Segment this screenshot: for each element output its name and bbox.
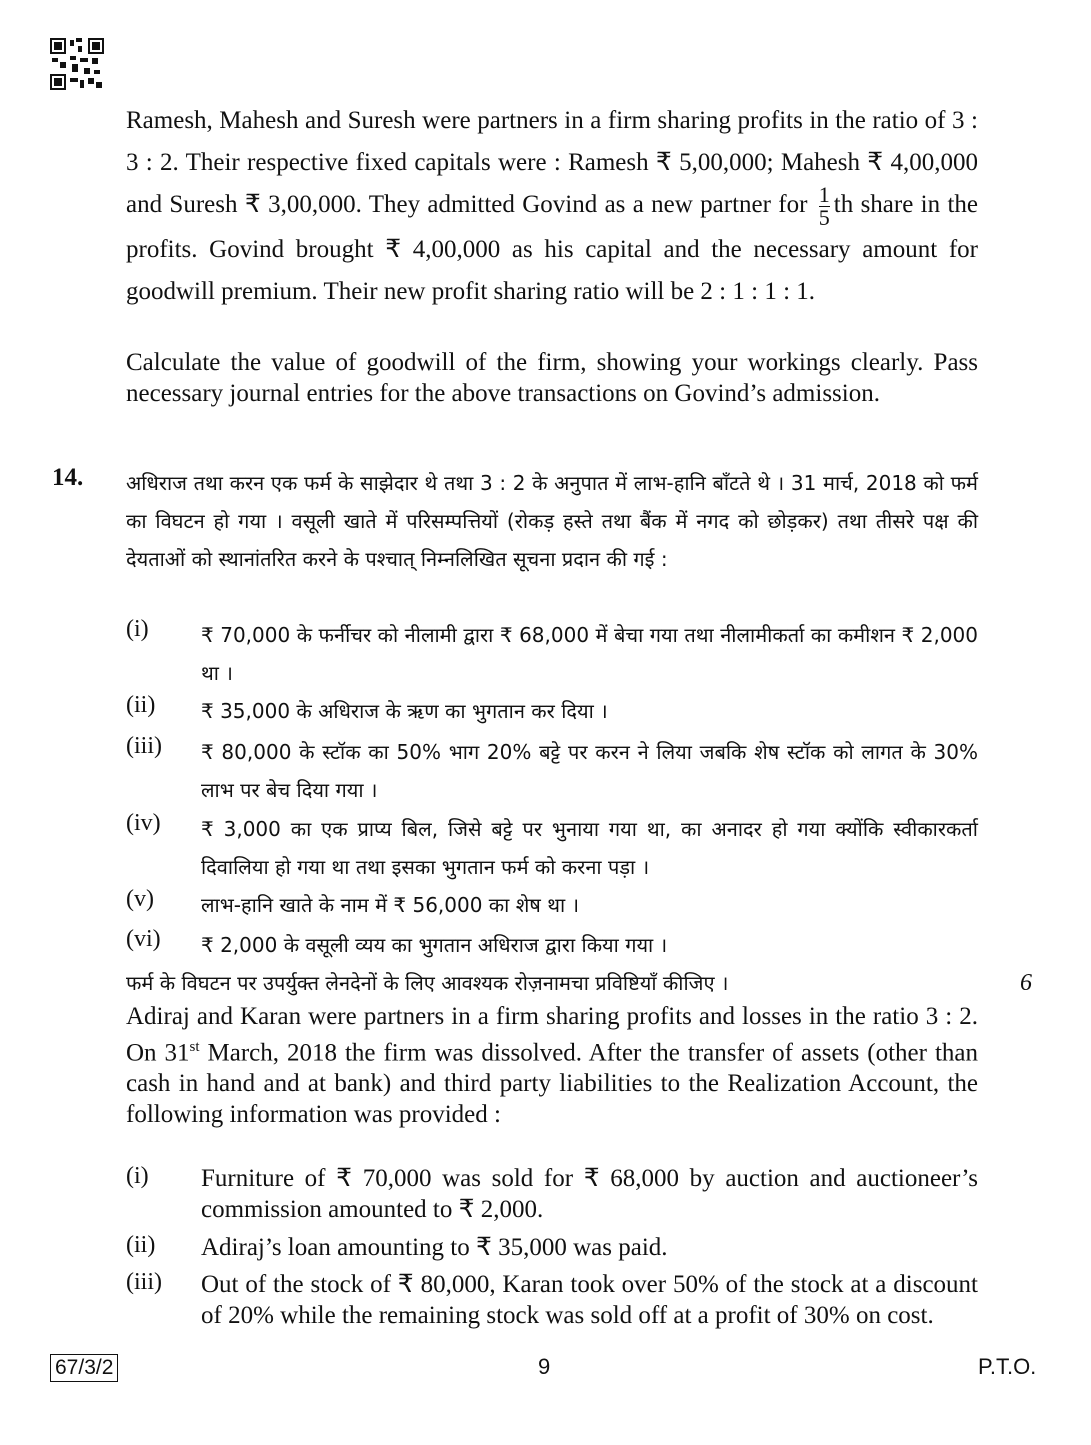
english-intro-superscript: st (189, 1039, 200, 1055)
paper-code: 67/3/2 (50, 1354, 118, 1382)
marks-label: 6 (1020, 970, 1032, 996)
hindi-item-text: ₹ 2,000 के वसूली व्यय का भुगतान अधिराज द्वारा किया गया । (201, 933, 668, 957)
hindi-item-text: ₹ 3,000 का एक प्राप्य बिल, जिसे बट्टे पर भुनाया गया था, का अनादर हो गया क्योंकि स्वीकारकर्ता दिवालिया हो गया था तथा इसका भुगतान फर्म को करना पड़ा । (201, 817, 978, 879)
english-item-text: Furniture of ₹ 70,000 was sold for ₹ 68,000 by auction and auctioneer’s commission amounted to ₹ 2,000. (201, 1165, 978, 1223)
q13-text-part2: th share in the profits. Govind brought ₹ 4,00,000 as his capital and the necessary amount for goodwill premium. Their new profit sharing ratio will be 2 : 1 : 1 : 1. (126, 191, 978, 305)
english-item-text: Out of the stock of ₹ 80,000, Karan took over 50% of the stock at a discount of 20% while the remaining stock was sold off at a profit of 30% on cost. (201, 1271, 978, 1329)
english-item-number: (iii) (126, 1269, 162, 1295)
qr-code-icon (50, 38, 104, 90)
hindi-item-number: (ii) (126, 692, 156, 718)
english-item-text: Adiraj’s loan amounting to ₹ 35,000 was paid. (201, 1234, 668, 1261)
hindi-item-number: (i) (126, 616, 149, 642)
hindi-item-number: (iii) (126, 733, 162, 759)
q13-text-part1: Ramesh, Mahesh and Suresh were partners in a firm sharing profits in the ratio of 3 : 3 : 2. Their respective fixed capitals were : Ramesh ₹ 5,00,000; Mahesh ₹ 4,00,000 and Suresh ₹ 3,00,000. They admitted Govind as a new partner for (126, 107, 978, 219)
q14-english-intro (126, 1001, 978, 1130)
english-item-number: (ii) (126, 1232, 156, 1258)
fraction-numerator: 1 (818, 182, 830, 207)
q14-hindi-instruction: फर्म के विघटन पर उपर्युक्त लेनदेनों के लिए आवश्यक रोज़नामचा प्रविष्टियाँ कीजिए । (126, 971, 729, 995)
fraction-denominator: 5 (818, 205, 830, 230)
hindi-item-text: ₹ 35,000 के अधिराज के ऋण का भुगतान कर दिया । (201, 699, 608, 723)
hindi-item-text: ₹ 70,000 के फर्नीचर को नीलामी द्वारा ₹ 68,000 में बेचा गया तथा नीलामीकर्ता का कमीशन ₹ 2,000 था । (201, 623, 978, 685)
hindi-item-number: (v) (126, 886, 154, 912)
q13-statement (126, 100, 978, 313)
please-turn-over: P.T.O. (978, 1354, 1037, 1379)
q13-calculation-instruction: Calculate the value of goodwill of the firm, showing your workings clearly. Pass necessary journal entries for the above transactions on Govind’s admission. (126, 349, 978, 407)
english-intro-part-a: Adiraj and Karan were partners in a firm sharing profits and losses in the ratio 3 : 2. On 31 (126, 1003, 978, 1067)
hindi-item-text: लाभ-हानि खाते के नाम में ₹ 56,000 का शेष था । (201, 893, 580, 917)
english-intro-part-b: March, 2018 the firm was dissolved. After the transfer of assets (other than cash in hand and at bank) and third party liabilities to the Realization Account, the following information was provided : (126, 1039, 978, 1129)
page-number: 9 (538, 1354, 551, 1379)
hindi-item-text: ₹ 80,000 के स्टॉक का 50% भाग 20% बट्टे पर करन ने लिया जबकि शेष स्टॉक को लागत के 30% लाभ पर बेच दिया गया । (201, 740, 978, 802)
english-item-number: (i) (126, 1163, 149, 1189)
hindi-item-number: (iv) (126, 810, 161, 836)
q14-hindi-intro: अधिराज तथा करन एक फर्म के साझेदार थे तथा 3 : 2 के अनुपात में लाभ-हानि बाँटते थे । 31 मार्च, 2018 को फर्म का विघटन हो गया । वसूली खाते में परिसम्पत्तियों (रोकड़ हस्ते तथा बैंक में नगद को छोड़कर) तथा तीसरे पक्ष की देयताओं को स्थानांतरित करने के पश्चात् निम्नलिखित सूचना प्रदान की गई : (126, 471, 978, 571)
question-number-14: 14. (52, 464, 84, 491)
fraction-one-fifth (819, 184, 830, 229)
hindi-item-number: (vi) (126, 926, 161, 952)
